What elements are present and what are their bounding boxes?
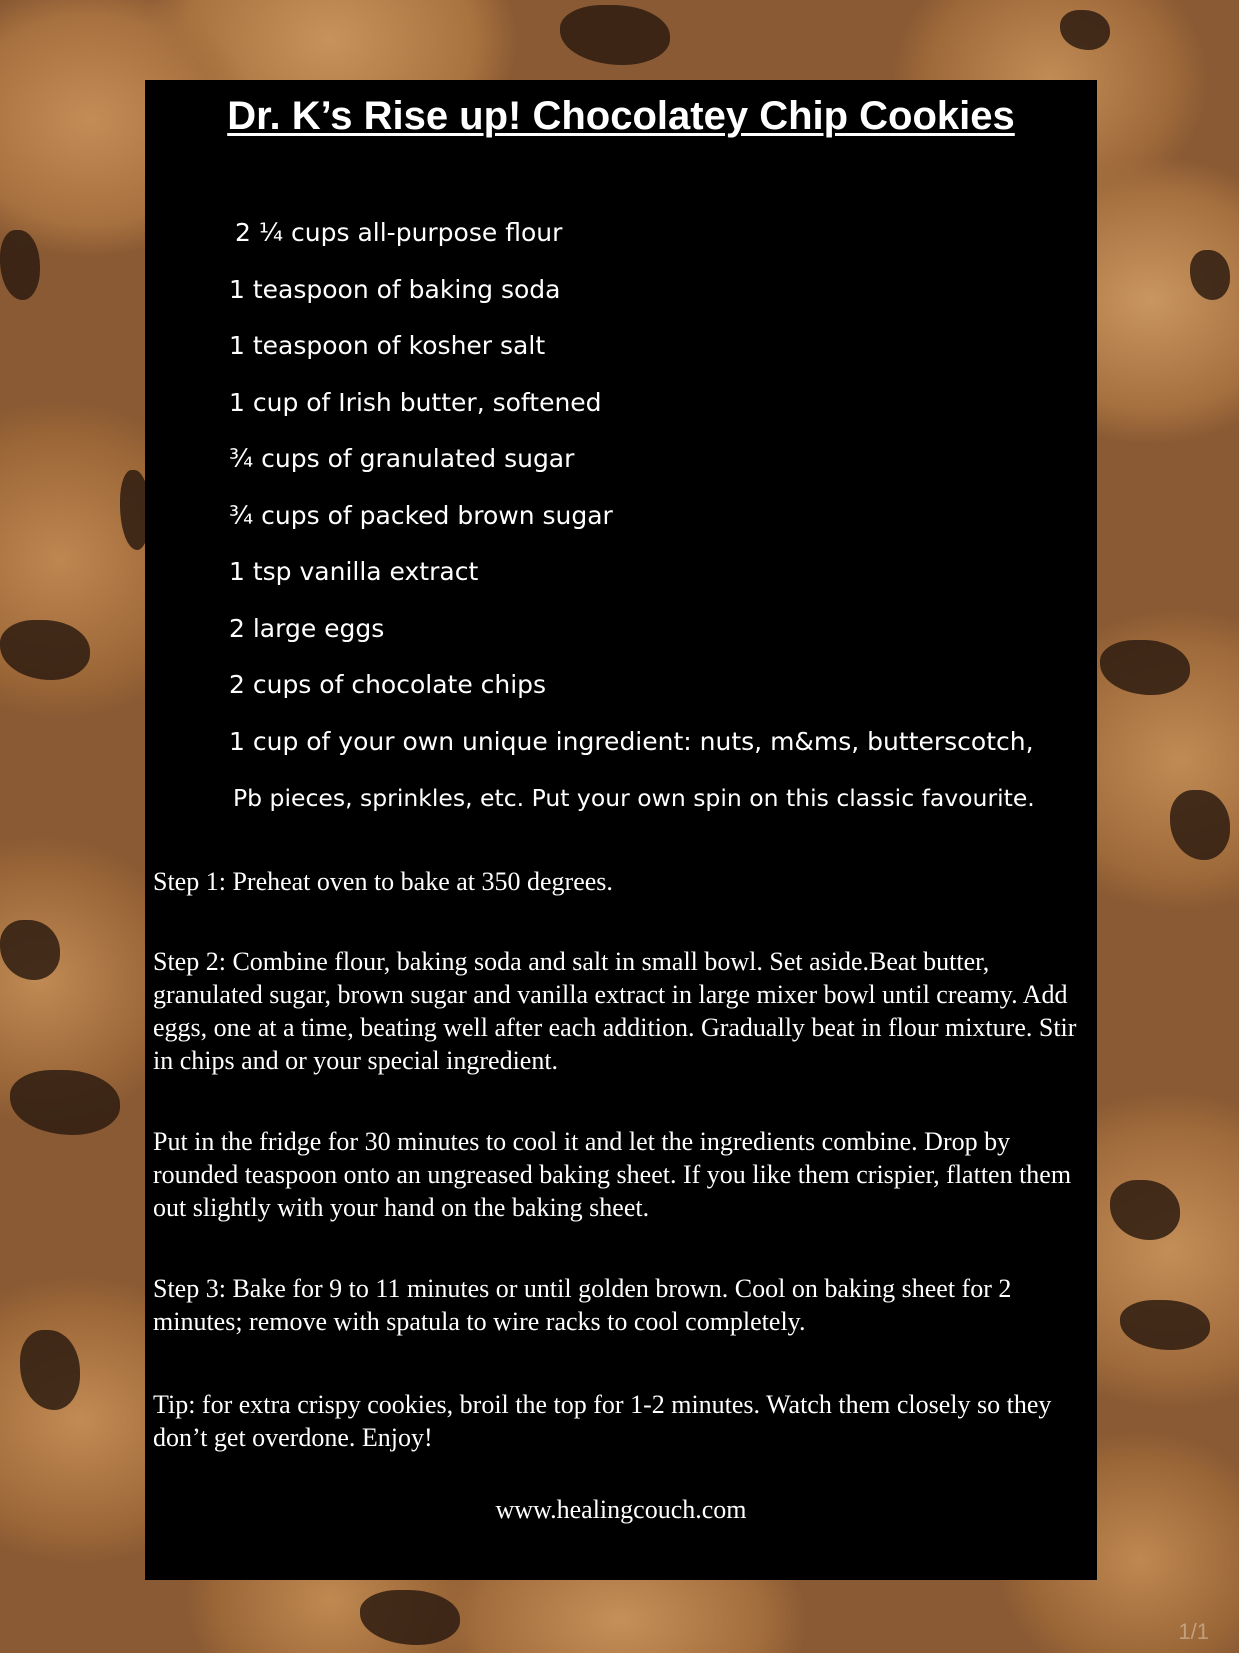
ingredient-item: ¾ cups of packed brown sugar: [229, 500, 613, 530]
ingredient-item: 2 large eggs: [229, 613, 385, 643]
ingredient-item: 1 teaspoon of kosher salt: [229, 331, 546, 360]
ingredient-item: 2 cups of chocolate chips: [229, 670, 547, 699]
ingredient-item: 1 tsp vanilla extract: [229, 557, 479, 586]
ingredient-item: 2 ¼ cups all-purpose flour: [235, 218, 563, 247]
page-number: 1/1: [1178, 1619, 1209, 1644]
chocolate-chip-decoration: [360, 1590, 460, 1645]
chocolate-chip-decoration: [560, 5, 670, 65]
ingredient-item: 1 cup of Irish butter, softened: [229, 387, 602, 417]
chocolate-chip-decoration: [1110, 1180, 1180, 1240]
chocolate-chip-decoration: [0, 230, 40, 300]
ingredient-item: 1 cup of your own unique ingredient: nuts, m&ms, butterscotch,: [229, 726, 1034, 756]
chocolate-chip-decoration: [1190, 250, 1230, 300]
chocolate-chip-decoration: [0, 620, 90, 680]
ingredient-item: 1 teaspoon of baking soda: [229, 274, 561, 304]
website-link[interactable]: www.healingcouch.com: [495, 1495, 747, 1524]
step-1-text: Step 1: Preheat oven to bake at 350 degrees.: [153, 867, 613, 896]
recipe-card: [145, 80, 1097, 1580]
step-3-text: Step 3: Bake for 9 to 11 minutes or until golden brown. Cool on baking sheet for 2 minutes; remove with spatula to wire racks to cool completely.: [153, 1274, 1012, 1336]
chocolate-chip-decoration: [1100, 640, 1190, 695]
chocolate-chip-decoration: [0, 920, 60, 980]
chocolate-chip-decoration: [1060, 10, 1110, 50]
ingredient-list: [229, 205, 1035, 827]
ingredient-item: ¾ cups of granulated sugar: [229, 444, 575, 473]
chocolate-chip-decoration: [1120, 1300, 1210, 1350]
step-2-text: Step 2: Combine flour, baking soda and salt in small bowl. Set aside.Beat butter, granulated sugar, brown sugar and vanilla extract in large mixer bowl until creamy. Add eggs, one at a time, beating well after each addition. Gradually beat in flour mixture. Stir in chips and or your special ingredient.: [153, 947, 1077, 1075]
chocolate-chip-decoration: [10, 1070, 120, 1135]
fridge-instructions: Put in the fridge for 30 minutes to cool it and let the ingredients combine. Drop by rounded teaspoon onto an ungreased baking sheet. If you like them crispier, flatten them out slightly with your hand on the baking sheet.: [153, 1127, 1072, 1222]
chocolate-chip-decoration: [1170, 790, 1230, 860]
recipe-title: Dr. K’s Rise up! Chocolatey Chip Cookies: [227, 94, 1015, 138]
ingredient-item: Pb pieces, sprinkles, etc. Put your own spin on this classic favourite.: [233, 784, 1035, 812]
tip-text: Tip: for extra crispy cookies, broil the top for 1-2 minutes. Watch them closely so they don’t get overdone. Enjoy!: [153, 1390, 1052, 1452]
chocolate-chip-decoration: [20, 1330, 80, 1410]
